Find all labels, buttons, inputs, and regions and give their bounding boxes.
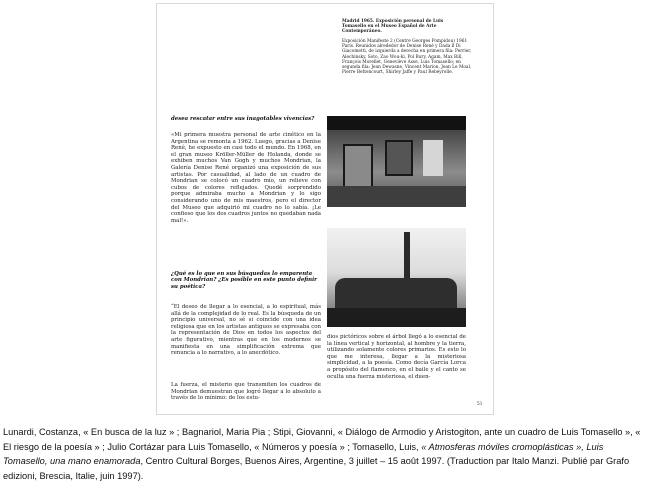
gallery-floor — [327, 186, 466, 207]
question-2: ¿Qué es lo que en sus búsquedas lo emparenta con Mondrian? ¿Es posible en este punto definir su poética? — [171, 271, 317, 290]
citation-part-1: Lunardi, Costanza, « En busca de la luz » ; Bagnariol, Maria Pia ; Stipi, Giovanni, « Diálogo de Armodio y Aristogiton, ante un cuadro de Luis Tomasello », « El riesgo de la poesía » ; Julio Cortázar para Luis Tomasello, « Números y poesía » ; Tomasello, Luis, — [3, 427, 641, 452]
exhibition-caption — [342, 19, 472, 75]
caption-title-line1: Madrid 1965. Exposición personal de Luis — [342, 19, 444, 24]
caption-title-line2: Tomasello en el Museo Español de Arte — [342, 24, 437, 30]
answer-2-paragraph-1: “El deseo de llegar a lo esencial, a lo espiritual, más allá de la complejidad de lo real. Es la búsqueda de un principio universal, no sé si coincide con una idea religiosa que en los artistas antiguos se expresaba con la representación de Dios en todos los aspectos del arte figurativo, mientras que en los modernos se manifiesta en una simplificación extrema que renuncia a lo narrativo, a lo anecdótico. — [171, 304, 321, 357]
gallery-window — [423, 140, 443, 176]
caption-title-line3: Contemporáneo. — [342, 29, 382, 35]
gallery-artwork-2 — [385, 140, 413, 176]
gallery-ceiling — [327, 116, 466, 130]
answer-1: «Mi primera muestra personal de arte cinético en la Argentina se remonta a 1962. Luego, gracias a Denise René, he expuesto en casi todo el mundo. En 1968, en el gran museo Kröller-Müller de Holanda, donde se exhiben muchos Van Gogh y muchos Mondrian, la Galería Denise René organizó una exposición de sus artistas. Por casualidad, al lado de un cuadro de Mondrian se colocó un cuadro mío, un relieve con cubos de colores reflejados. Quedé sorprendido porque admiraba mucho a Mondrian y lo sigo considerando uno de mis maestros, pero el director del Museo que adquirió mi cuadro no lo sabía. ¡Le confieso que los dos cuadros juntos no quedaban nada mal!». — [171, 132, 321, 224]
scanned-page — [157, 4, 493, 414]
question-1: desea rescatar entre sus inagotables vivencias? — [171, 116, 315, 122]
group-photo — [327, 228, 466, 327]
continued-text: dios pictóricos sobre el árbol llegó a lo esencial de la línea vertical y horizontal, al hombre y la tierra, utilizando solamente colores primarios. Es esto lo que me interesa, llegar a la misteriosa simplicidad, a la poesía. Como decía García Lorca a propósito del flamenco, en el baile y el canto se oculta una fuerza misteriosa, el duen- — [327, 334, 466, 380]
caption-description: Exposición Manifeste 2 (Centre Georges Pompidou) 1961 París. Reunidos alrededor de Denise René y Dada ll Di Giacometti, de izquierda a derecha en primera fila: Perrier, Alechinsky, Soto, Zao Wou-ki, Pol Bury, Agam, Max Bill, François Morellet, Geneviève Asse, Luis Tomasello; en segunda fila: Jean Dewasne, Vincent Marion, Jean Le Moal, Pierre Bettencourt, Shirley Jaffe y Paul Rebeyrolle. — [342, 39, 472, 75]
citation-part-2: , Centro Cultural Borges, Buenos Aires, Argentine, 3 juillet – 15 août 1997. (Traduction par Italo Manzi. Publié par Grafo edizioni, Brescia, Italie, juin 1997). — [3, 456, 630, 481]
gallery-photo — [327, 116, 466, 207]
group-of-people — [335, 278, 457, 308]
answer-2-paragraph-2: La fuerza, el misterio que transmiten los cuadros de Mondrian demuestran que logró llegar a lo absoluto a través de lo mínimo: de los estu- — [171, 382, 321, 402]
gallery-artwork-1 — [343, 144, 373, 188]
source-citation — [3, 425, 649, 483]
citation-italic: « Atmosferas móviles cromoplásticas », Luis Tomasello, una mano enamorada — [3, 441, 604, 467]
photo-foreground — [327, 308, 466, 327]
page-number: 51 — [477, 402, 483, 407]
